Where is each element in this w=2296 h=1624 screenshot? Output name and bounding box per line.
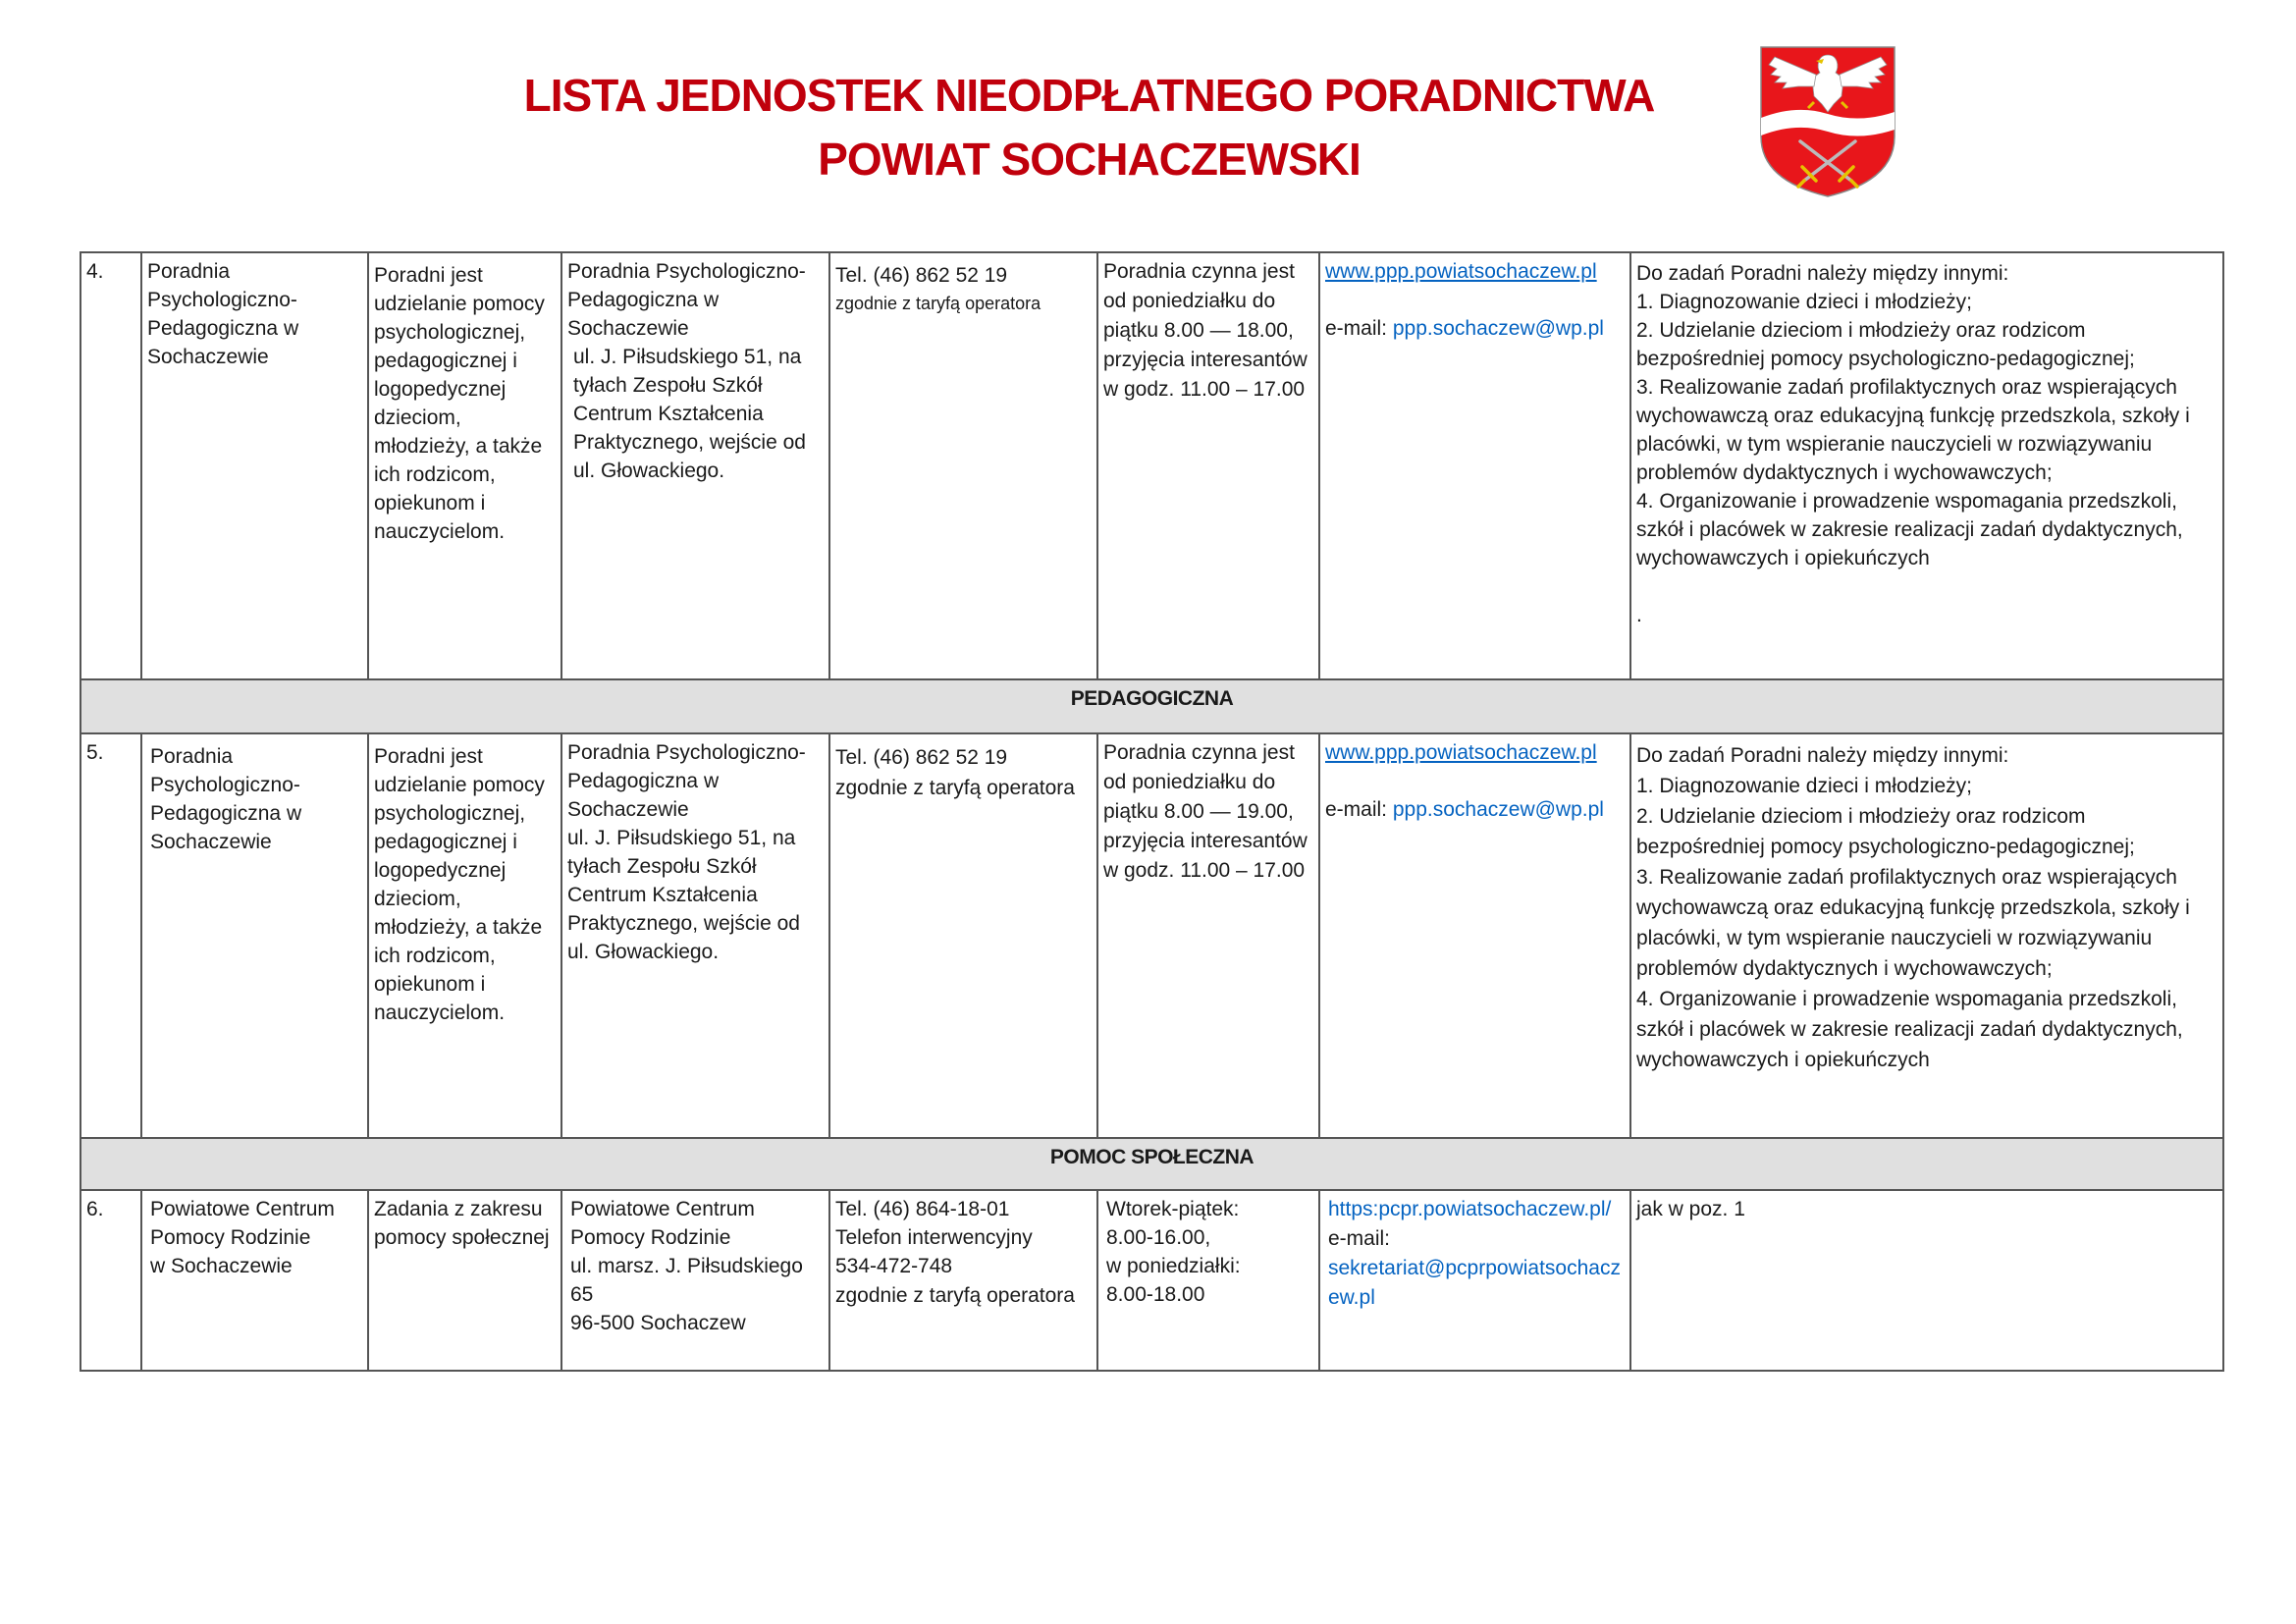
- unit-contact: [1319, 252, 1630, 679]
- unit-phone: [829, 733, 1097, 1138]
- section-header-row: [80, 679, 2223, 733]
- task-item: 3. Realizowanie zadań profilaktycznych oraz wspierających wychowawczą oraz edukacyjną funkcję przedszkola, szkoły i placówki, w tym wspieranie nauczycieli w rozwiązywaniu problemów dydaktycznych i wychowawczych;: [1636, 376, 2190, 484]
- section-header-row: [80, 1138, 2223, 1190]
- unit-tasks: [1630, 252, 2223, 679]
- row-number: 4.: [80, 252, 141, 679]
- email-label: e-mail:: [1325, 317, 1388, 340]
- address-line: Poradnia Psychologiczno-Pedagogiczna w Sochaczewie: [567, 741, 806, 821]
- address-line: ul. J. Piłsudskiego 51, na tyłach Zespołu Szkół Centrum Kształcenia Praktycznego, wejście od ul. Głowackiego.: [567, 827, 800, 963]
- email-link[interactable]: ppp.sochaczew@wp.pl: [1392, 798, 1604, 821]
- phone-number: Tel. (46) 864-18-01: [835, 1198, 1010, 1220]
- phone-number: 534-472-748: [835, 1255, 953, 1277]
- row-number: 6.: [80, 1190, 141, 1371]
- task-item: 1. Diagnozowanie dzieci i młodzieży;: [1636, 291, 1972, 313]
- phone-note: zgodnie z taryfą operatora: [835, 777, 1075, 799]
- website-link[interactable]: www.ppp.powiatsochaczew.pl: [1325, 260, 1597, 283]
- address-line: ul. J. Piłsudskiego 51, na tyłach Zespołu Szkół Centrum Kształcenia Praktycznego, wejście od ul. Głowackiego.: [573, 346, 806, 482]
- page-title: LISTA JEDNOSTEK NIEODPŁATNEGO PORADNICTWA: [523, 70, 1655, 121]
- email-label: e-mail:: [1325, 798, 1388, 821]
- page-subtitle: POWIAT SOCHACZEWSKI: [818, 134, 1361, 185]
- unit-address: [561, 733, 829, 1138]
- unit-hours: Poradnia czynna jest od poniedziałku do piątku 8.00 — 19.00, przyjęcia interesantów w godz. 11.00 – 17.00: [1097, 733, 1319, 1138]
- task-item: Do zadań Poradni należy między innymi:: [1636, 744, 2009, 767]
- unit-name: Poradnia Psychologiczno-Pedagogiczna w Sochaczewie: [141, 252, 368, 679]
- unit-address: Powiatowe Centrum Pomocy Rodzinie ul. marsz. J. Piłsudskiego 65 96-500 Sochaczew: [561, 1190, 829, 1371]
- unit-phone: [829, 252, 1097, 679]
- unit-name: Powiatowe Centrum Pomocy Rodzinie w Sochaczewie: [141, 1190, 368, 1371]
- section-pomoc-spoleczna: POMOC SPOŁECZNA: [80, 1138, 2223, 1190]
- unit-hours: Poradnia czynna jest od poniedziałku do piątku 8.00 — 18.00, przyjęcia interesantów w godz. 11.00 – 17.00: [1097, 252, 1319, 679]
- unit-scope: Poradni jest udzielanie pomocy psychologicznej, pedagogicznej i logopedycznej dzieciom, młodzieży, a także ich rodzicom, opiekunom i nauczycielom.: [368, 733, 561, 1138]
- unit-tasks: jak w poz. 1: [1630, 1190, 2223, 1371]
- section-pedagogiczna: PEDAGOGICZNA: [80, 679, 2223, 733]
- unit-phone: [829, 1190, 1097, 1371]
- task-item: 3. Realizowanie zadań profilaktycznych oraz wspierających wychowawczą oraz edukacyjną funkcję przedszkola, szkoły i placówki, w tym wspieranie nauczycieli w rozwiązywaniu problemów dydaktycznych i wychowawczych;: [1636, 866, 2190, 980]
- website-link[interactable]: www.ppp.powiatsochaczew.pl: [1325, 741, 1597, 764]
- coat-of-arms-icon: [1757, 43, 1898, 200]
- address-line: Poradnia Psychologiczno-Pedagogiczna w Sochaczewie: [567, 260, 806, 340]
- counseling-units-table: [80, 251, 2224, 1372]
- unit-scope: Zadania z zakresu pomocy społecznej: [368, 1190, 561, 1371]
- email-label: e-mail:: [1328, 1227, 1391, 1250]
- unit-scope: Poradni jest udzielanie pomocy psychologicznej, pedagogicznej i logopedycznej dzieciom, młodzieży, a także ich rodzicom, opiekunom i nauczycielom.: [368, 252, 561, 679]
- unit-hours: Wtorek-piątek: 8.00-16.00, w poniedziałki: 8.00-18.00: [1097, 1190, 1319, 1371]
- email-link[interactable]: ppp.sochaczew@wp.pl: [1392, 317, 1604, 340]
- task-item: 4. Organizowanie i prowadzenie wspomagania przedszkoli, szkół i placówek w zakresie realizacji zadań dydaktycznych, wychowawczych i opiekuńczych: [1636, 988, 2183, 1071]
- unit-address: [561, 252, 829, 679]
- table-row: [80, 1190, 2223, 1371]
- unit-tasks: [1630, 733, 2223, 1138]
- row-number: 5.: [80, 733, 141, 1138]
- phone-note: zgodnie z taryfą operatora: [835, 1284, 1075, 1307]
- unit-name: Poradnia Psychologiczno-Pedagogiczna w Sochaczewie: [141, 733, 368, 1138]
- task-item: Do zadań Poradni należy między innymi:: [1636, 262, 2009, 285]
- phone-number: Tel. (46) 862 52 19: [835, 746, 1008, 769]
- website-link[interactable]: https:pcpr.powiatsochaczew.pl/: [1328, 1198, 1612, 1220]
- task-item: 2. Udzielanie dzieciom i młodzieży oraz rodzicom bezpośredniej pomocy psychologiczno-pedagogicznej;: [1636, 319, 2135, 370]
- table-row: [80, 733, 2223, 1138]
- task-item: 1. Diagnozowanie dzieci i młodzieży;: [1636, 775, 1972, 797]
- unit-contact: [1319, 1190, 1630, 1371]
- task-item: 2. Udzielanie dzieciom i młodzieży oraz rodzicom bezpośredniej pomocy psychologiczno-pedagogicznej;: [1636, 805, 2135, 858]
- unit-contact: [1319, 733, 1630, 1138]
- table-row: [80, 252, 2223, 679]
- phone-note: zgodnie z taryfą operatora: [835, 294, 1041, 313]
- phone-number: Tel. (46) 862 52 19: [835, 264, 1008, 287]
- phone-label: Telefon interwencyjny: [835, 1226, 1033, 1249]
- task-item: 4. Organizowanie i prowadzenie wspomagania przedszkoli, szkół i placówek w zakresie realizacji zadań dydaktycznych, wychowawczych i opiekuńczych: [1636, 490, 2183, 569]
- task-trailing: .: [1636, 604, 1642, 626]
- email-link[interactable]: sekretariat@pcprpowiatsochaczew.pl: [1328, 1257, 1621, 1309]
